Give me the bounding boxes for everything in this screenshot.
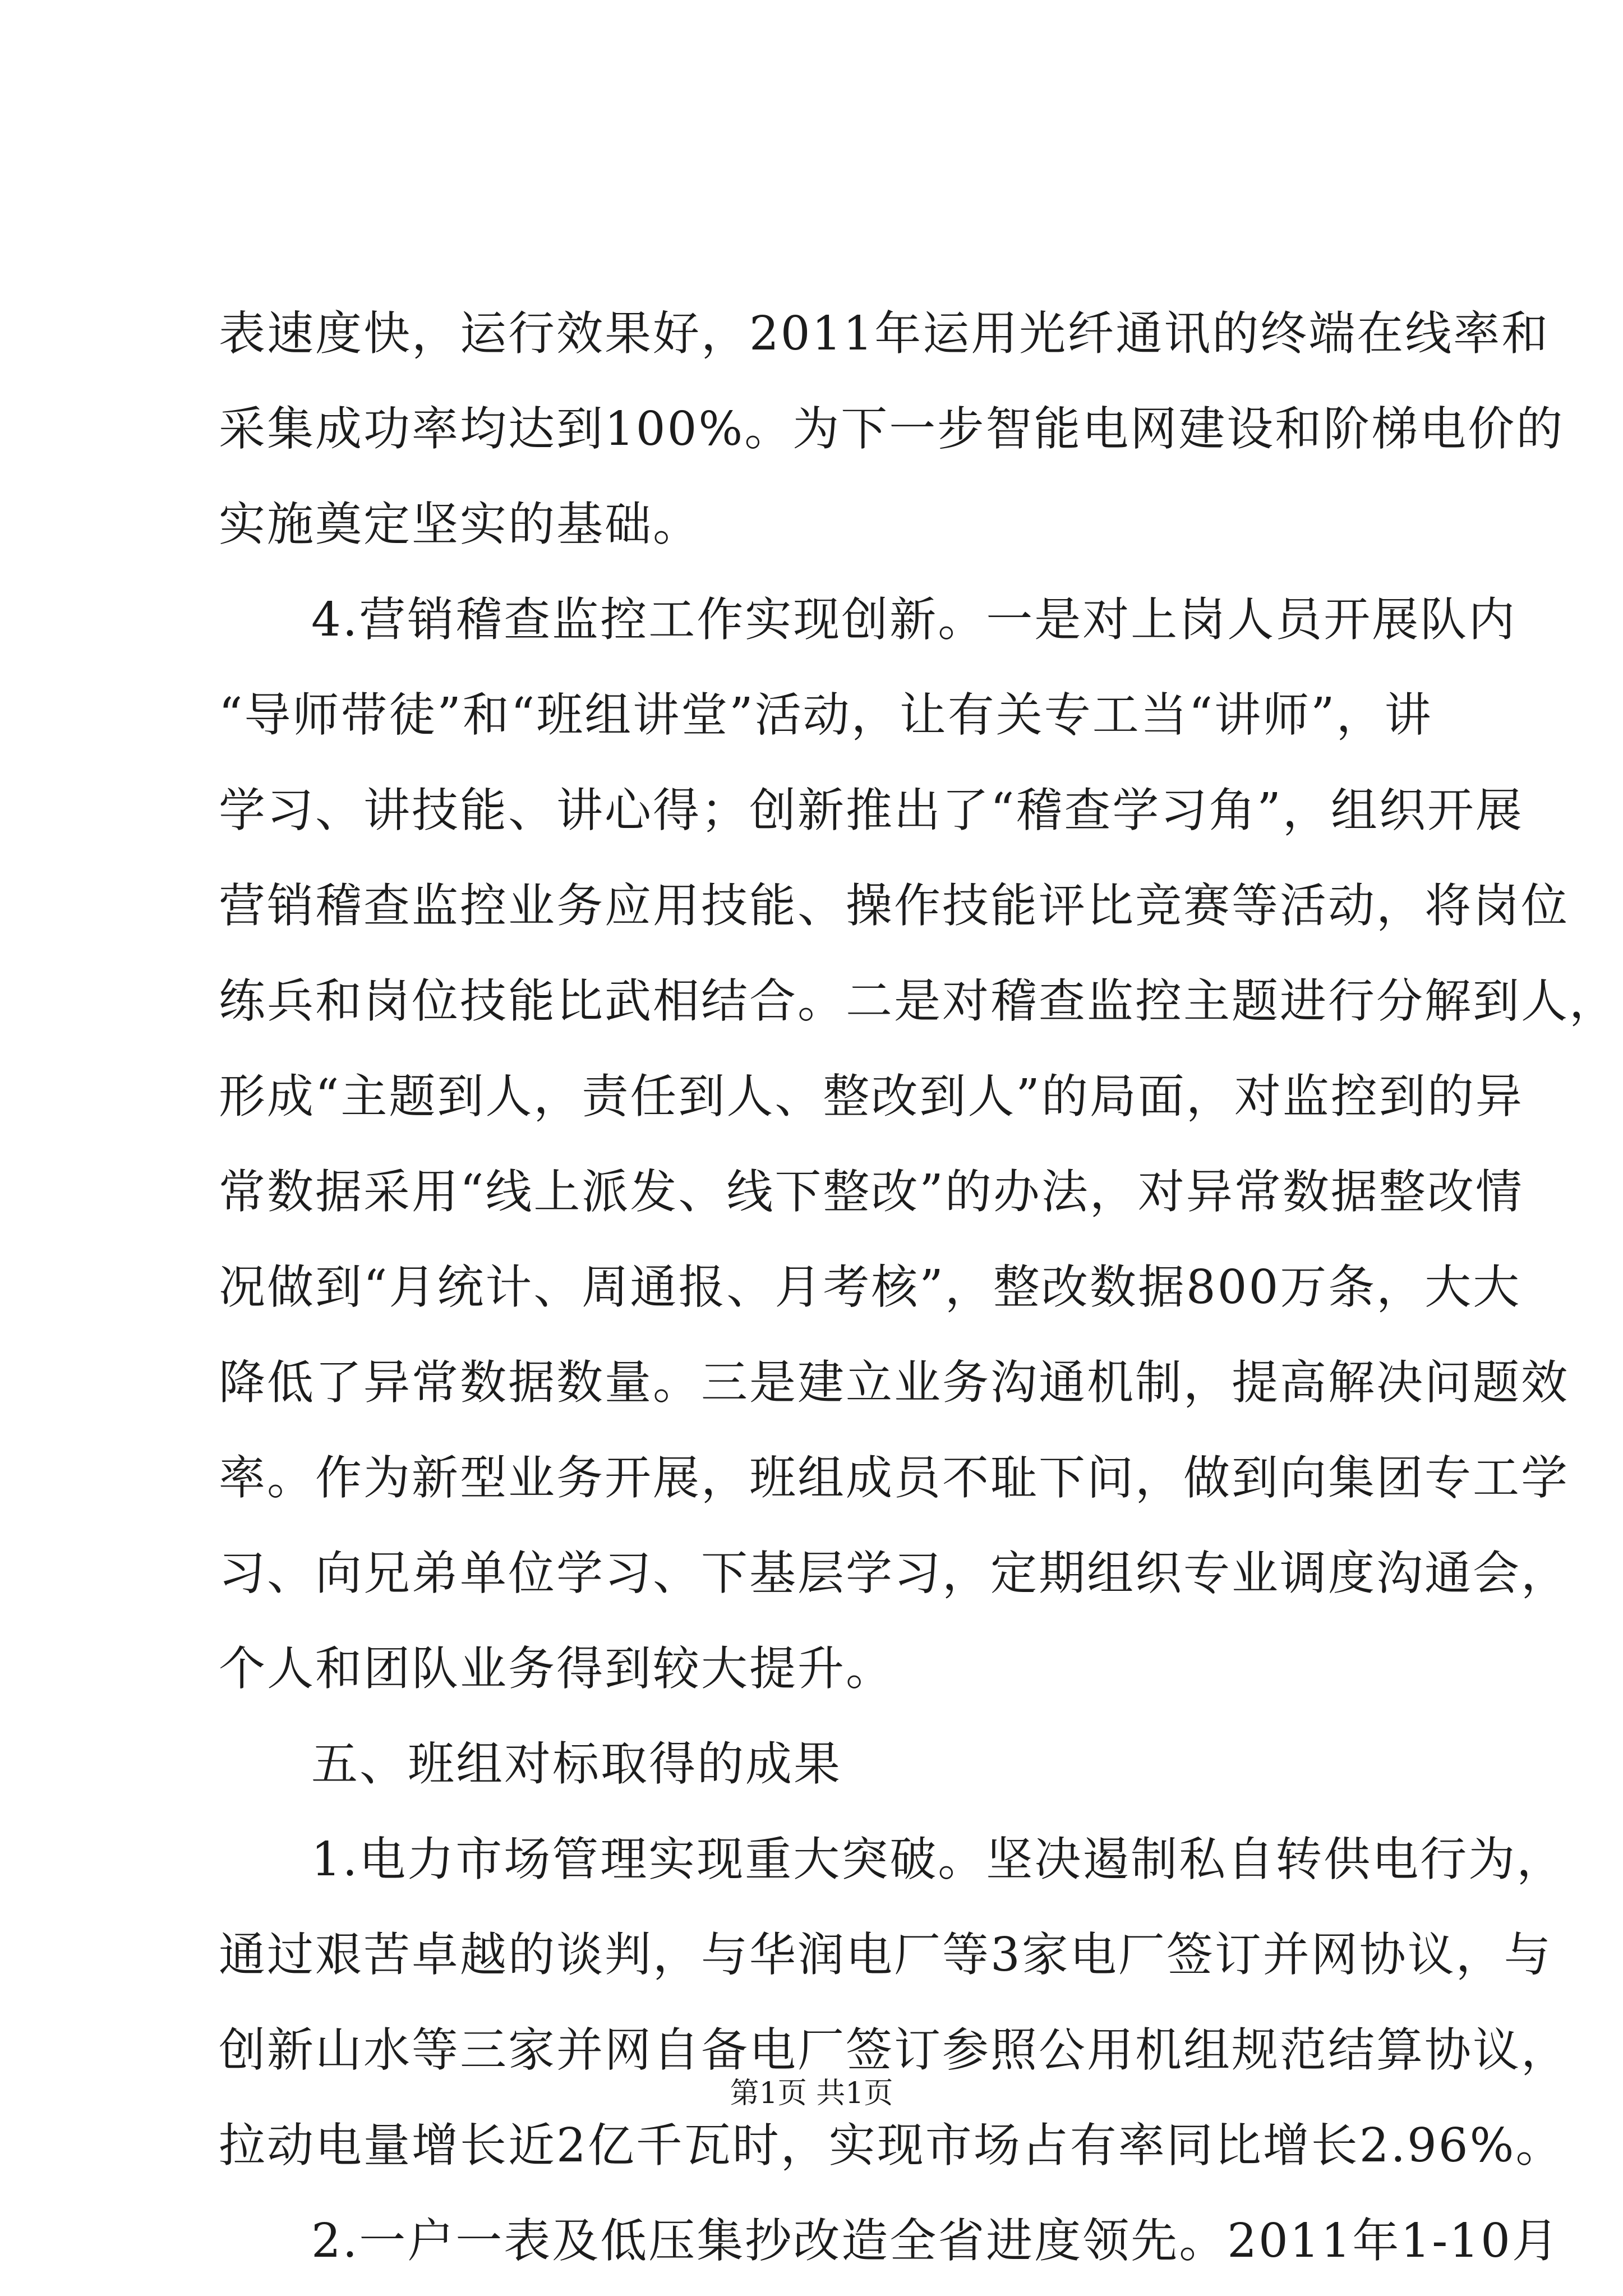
text-line: 营销稽查监控业务应用技能、操作技能评比竞赛等活动，将岗位: [219, 878, 1569, 933]
text-line: 常数据采用“线上派发、线下整改”的办法，对异常数据整改情: [219, 1165, 1524, 1219]
text-line: 练兵和岗位技能比武相结合。二是对稽查监控主题进行分解到人，: [219, 974, 1617, 1028]
section-heading: 五、班组对标取得的成果: [311, 1737, 842, 1791]
text-line: 学习、讲技能、讲心得；创新推出了“稽查学习角”，组织开展: [219, 783, 1524, 838]
document-body: [219, 286, 1617, 2289]
text-line: “导师带徒”和“班组讲堂”活动，让有关专工当“讲师”，讲: [219, 688, 1433, 742]
paragraph-start-line: 2.一户一表及低压集抄改造全省进度领先。2011年1-10月: [311, 2214, 1560, 2268]
text-line: 实施奠定坚实的基础。: [219, 497, 701, 551]
text-line: 拉动电量增长近2亿千瓦时，实现市场占有率同比增长2.96%。: [219, 2118, 1564, 2173]
text-line: 个人和团队业务得到较大提升。: [219, 1641, 894, 1696]
paragraph-start-line: 4.营销稽查监控工作实现创新。一是对上岗人员开展队内: [311, 592, 1517, 647]
page-footer: 第1页 共1页: [730, 2077, 893, 2110]
text-line: 通过艰苦卓越的谈判，与华润电厂等3家电厂签订并网协议，与: [219, 1927, 1552, 1982]
text-line: 形成“主题到人，责任到人、整改到人”的局面，对监控到的异: [219, 1069, 1524, 1124]
text-line: 表速度快，运行效果好，2011年运用光纤通讯的终端在线率和: [219, 306, 1550, 361]
text-line: 降低了异常数据数量。三是建立业务沟通机制，提高解决问题效: [219, 1355, 1569, 1410]
text-line: 况做到“月统计、周通报、月考核”，整改数据800万条，大大: [219, 1260, 1521, 1314]
text-line: 采集成功率均达到100%。为下一步智能电网建设和阶梯电价的: [219, 402, 1565, 456]
text-line: 率。作为新型业务开展，班组成员不耻下问，做到向集团专工学: [219, 1451, 1569, 1505]
text-line: 创新山水等三家并网自备电厂签订参照公用机组规范结算协议，: [219, 2023, 1569, 2077]
paragraph-start-line: 1.电力市场管理实现重大突破。坚决遏制私自转供电行为，: [311, 1832, 1565, 1887]
text-line: 习、向兄弟单位学习、下基层学习，定期组织专业调度沟通会，: [219, 1546, 1569, 1600]
